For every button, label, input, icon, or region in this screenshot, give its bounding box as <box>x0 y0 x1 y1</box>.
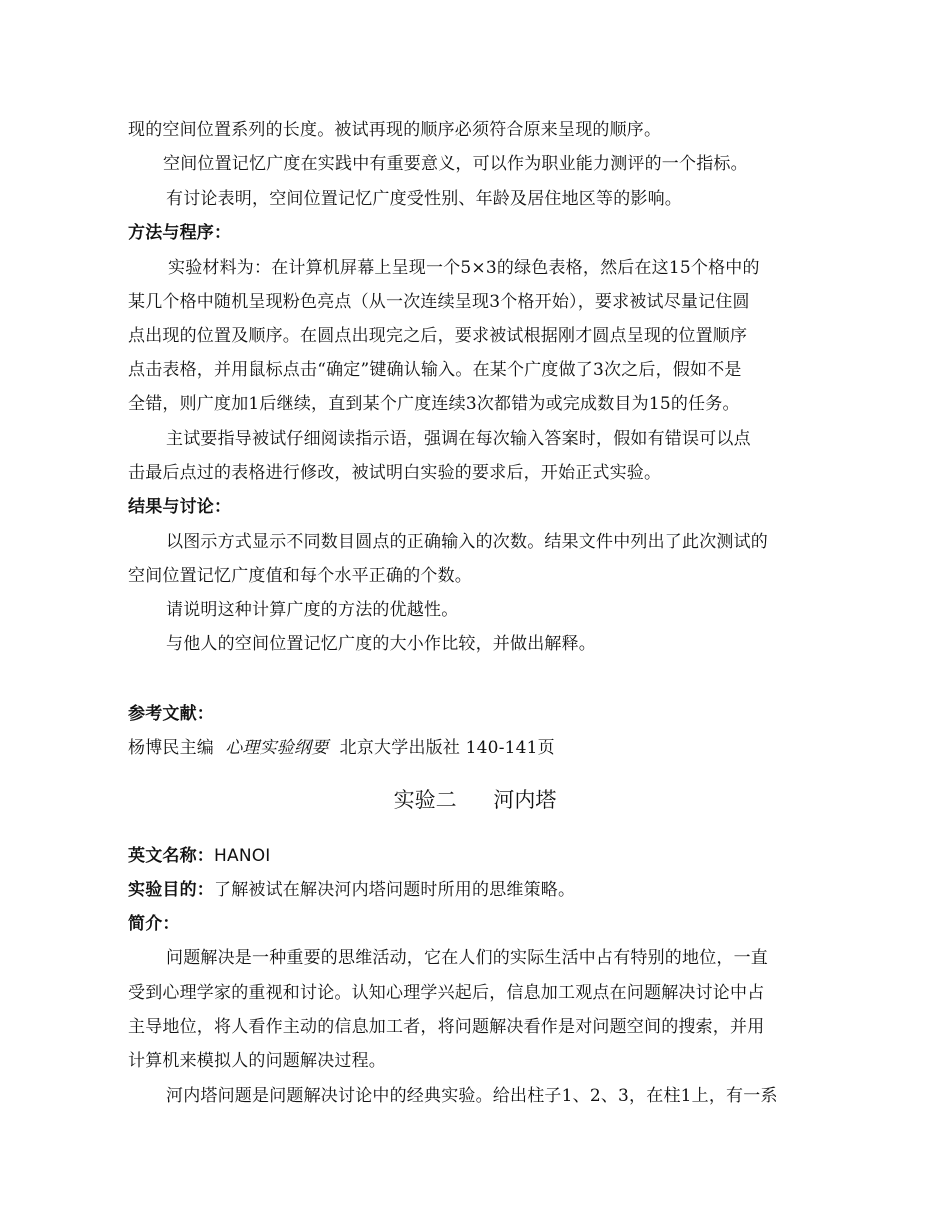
paragraph-line: 受到心理学家的重视和讨论。认知心理学兴起后，信息加工观点在问题解决讨论中占 <box>128 983 765 1003</box>
paragraph-line: 以图示方式显示不同数目圆点的正确输入的次数。结果文件中列出了此次测试的 <box>166 532 768 552</box>
reference-entry <box>128 736 555 760</box>
purpose-row <box>128 878 575 902</box>
paragraph-line: 有讨论表明，空间位置记忆广度受性别、年龄及居住地区等的影响。 <box>166 189 682 209</box>
paragraph-line: 主导地位，将人看作主动的信息加工者，将问题解决看作是对问题空间的搜索，并用 <box>128 1017 765 1037</box>
results-heading: 结果与讨论： <box>128 497 232 517</box>
paragraph-line: 某几个格中随机呈现粉色亮点（从一次连续呈现3个格开始），要求被试尽量记住圆 <box>128 292 750 312</box>
reference-book: 心理实验纲要 <box>225 738 329 758</box>
paragraph-line: 空间位置记忆广度值和每个水平正确的个数。 <box>128 566 472 586</box>
paragraph-line: 与他人的空间位置记忆广度的大小作比较，并做出解释。 <box>166 634 596 654</box>
english-name-row <box>128 844 271 868</box>
paragraph-line: 主试要指导被试仔细阅读指示语，强调在每次输入答案时，假如有错误可以点 <box>166 429 751 449</box>
paragraph-line: 全错，则广度加1后继续，直到某个广度连续3次都错为或完成数目为15的任务。 <box>128 394 740 414</box>
paragraph-line: 空间位置记忆广度在实践中有重要意义，可以作为职业能力测评的一个指标。 <box>163 154 748 174</box>
purpose-label: 实验目的： <box>128 880 214 900</box>
paragraph-line: 河内塔问题是问题解决讨论中的经典实验。给出柱子1、2、3，在柱1上，有一系 <box>166 1086 778 1106</box>
experiment-title: 实验二 河内塔 <box>393 788 557 812</box>
english-name-label: 英文名称： <box>128 846 214 866</box>
reference-publisher: 北京大学出版社 140-141页 <box>339 738 555 758</box>
paragraph-line: 击最后点过的表格进行修改，被试明白实验的要求后，开始正式实验。 <box>128 463 662 483</box>
intro-heading: 简介： <box>128 914 180 934</box>
paragraph-line: 计算机来模拟人的问题解决过程。 <box>128 1051 386 1071</box>
reference-author: 杨博民主编 <box>128 738 214 758</box>
paragraph-line: 实验材料为：在计算机屏幕上呈现一个5×3的绿色表格，然后在这15个格中的 <box>168 258 760 278</box>
english-name-value: HANOI <box>214 846 271 866</box>
paragraph-line: 点击表格，并用鼠标点击“确定”键确认输入。在某个广度做了3次之后，假如不是 <box>128 360 742 380</box>
methods-heading: 方法与程序： <box>128 223 232 243</box>
references-heading: 参考文献： <box>128 704 214 724</box>
paragraph-line: 请说明这种计算广度的方法的优越性。 <box>166 600 459 620</box>
paragraph-line: 现的空间位置系列的长度。被试再现的顺序必须符合原来呈现的顺序。 <box>128 120 662 140</box>
paragraph-line: 问题解决是一种重要的思维活动，它在人们的实际生活中占有特别的地位，一直 <box>166 948 768 968</box>
purpose-value: 了解被试在解决河内塔问题时所用的思维策略。 <box>214 880 576 900</box>
paragraph-line: 点出现的位置及顺序。在圆点出现完之后，要求被试根据刚才圆点呈现的位置顺序 <box>128 326 748 346</box>
